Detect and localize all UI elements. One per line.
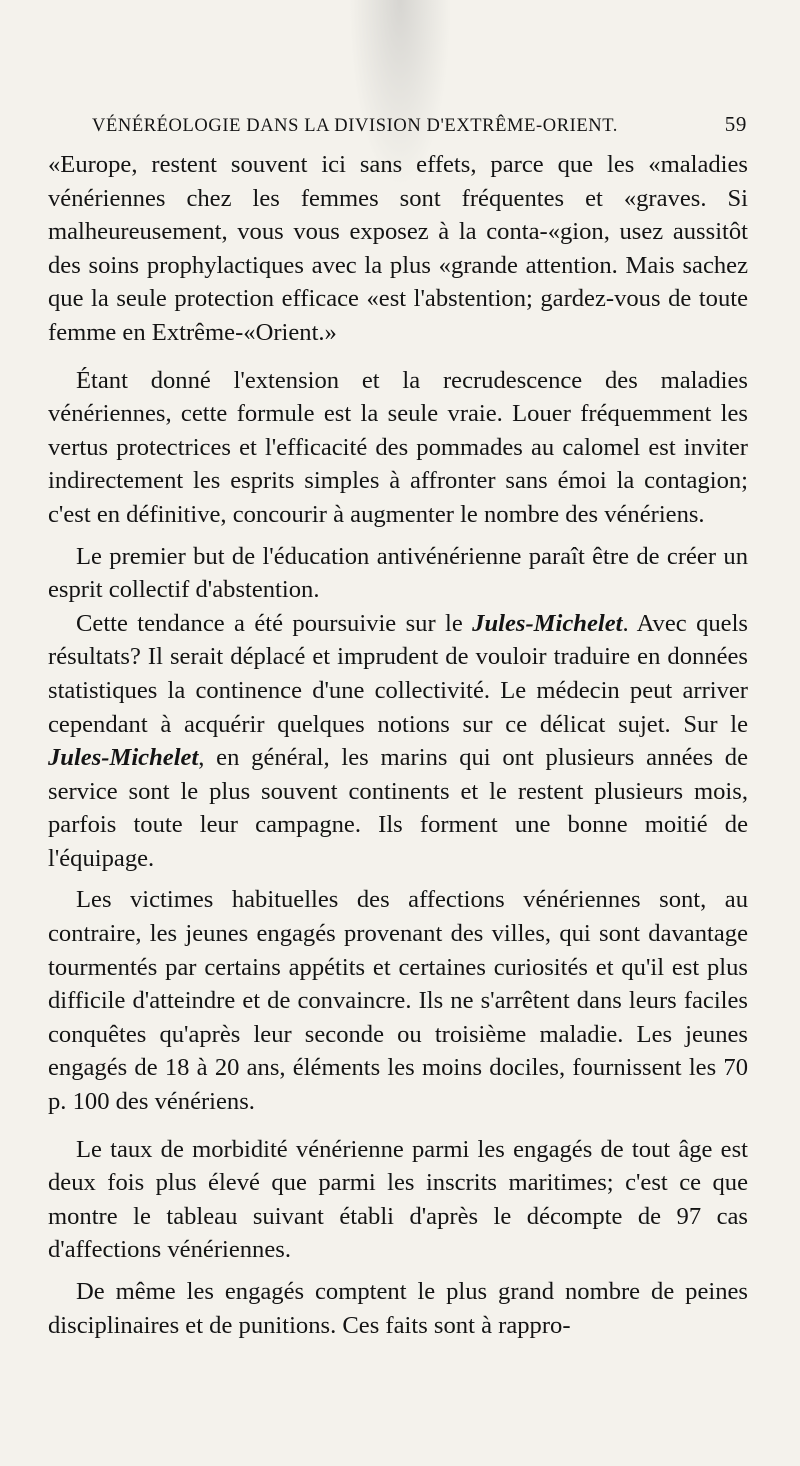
paragraph-jules-michelet: Cette tendance a été poursuivie sur le Jules-Michelet. Avec quels résultats? Il serait déplacé et imprudent de vouloir traduire en données statistiques la continence d'une collectivité. Le médecin peut arriver cependant à acquérir quelques notions sur ce délicat sujet. Sur le Jules-Michelet, en général, les marins qui ont plusieurs années de service sont le plus souvent continents et le restent plusieurs mois, parfois toute leur campagne. Ils forment une bonne moitié de l'équipage. [48, 609, 748, 872]
paragraph-discipline: De même les engagés comptent le plus grand nombre de peines disciplinaires et de punitions. Ces faits sont à rappro- [48, 1278, 748, 1339]
running-header [92, 112, 747, 137]
page-number: 59 [724, 112, 747, 136]
ship-name: Jules-Michelet [48, 744, 199, 772]
paragraph-victims: Les victimes habituelles des affections vénériennes sont, au contraire, les jeunes engagés provenant des villes, qui sont davantage tourmentés par certains appétits et certaines curiosités et qu'il est plus difficile d'atteindre et de convaincre. Ils ne s'arrêtent dans leurs faciles conquêtes qu'après leur seconde ou troisième maladie. Les jeunes engagés de 18 à 20 ans, éléments les moins dociles, fournissent les 70 p. 100 des vénériens. [48, 886, 748, 1116]
running-title: VÉNÉRÉOLOGIE DANS LA DIVISION D'EXTRÊME-ORIENT. [92, 116, 619, 136]
paragraph-quote-end: «Europe, restent souvent ici sans effets, parce que les «maladies vénériennes chez les femmes sont fréquentes et «graves. Si malheureusement, vous vous exposez à la conta-«gion, usez aussitôt des soins prophylactiques avec la plus «grande attention. Mais sachez que la seule protection efficace «est l'abstention; gardez-vous de toute femme en Extrême-«Orient.» [48, 151, 748, 346]
ship-name: Jules-Michelet [472, 609, 623, 637]
paragraph-education-goal: Le premier but de l'éducation antivénérienne paraît être de créer un esprit collectif d'abstention. [48, 542, 748, 604]
body-text [48, 148, 748, 1342]
paragraph-morbidity-rate: Le taux de morbidité vénérienne parmi les engagés de tout âge est deux fois plus élevé que parmi les inscrits maritimes; c'est ce que montre le tableau suivant établi d'après le décompte de 97 cas d'affections vénériennes. [48, 1135, 748, 1264]
paragraph-formula: Étant donné l'extension et la recrudescence des maladies vénériennes, cette formule est la seule vraie. Louer fréquemment les vertus protectrices et l'efficacité des pommades au calomel est inviter indirectement les esprits simples à affronter sans émoi la contagion; c'est en définitive, concourir à augmenter le nombre des vénériens. [48, 366, 748, 528]
